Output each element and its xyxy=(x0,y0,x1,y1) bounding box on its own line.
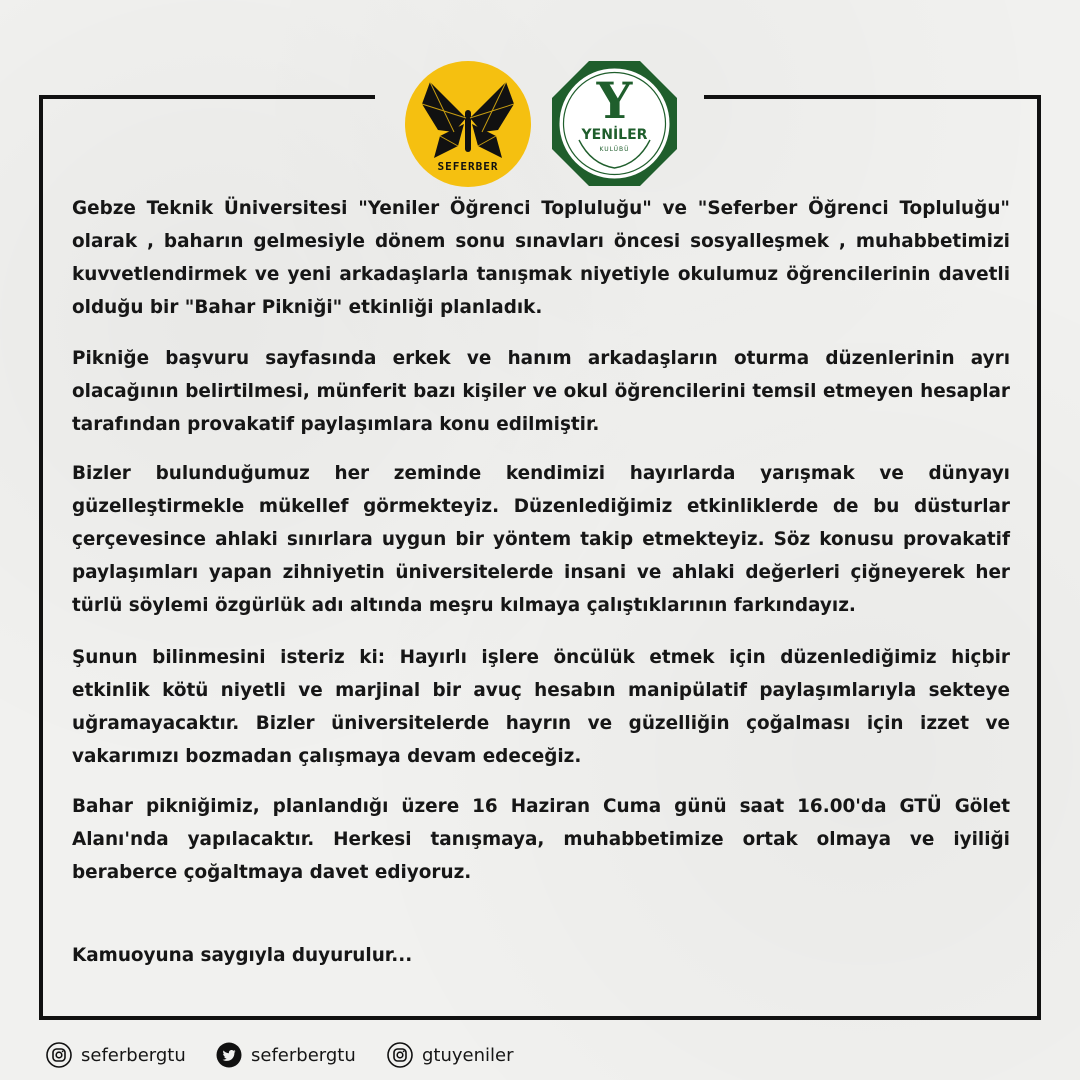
seferber-logo-text: SEFERBER xyxy=(437,160,499,173)
paragraph-closing: Kamuoyuna saygıyla duyurulur... xyxy=(72,945,413,966)
twitter-icon xyxy=(216,1042,242,1068)
frame-left-line xyxy=(39,95,43,1020)
yeniler-logo xyxy=(551,60,678,187)
frame-right-line xyxy=(1037,95,1041,1020)
paragraph-values: Bizler bulunduğumuz her zeminde kendimizi hayırlarda yarışmak ve dünyayı güzelleştirmekle mükellef görmekteyiz. Düzenlediğimiz etkinliklerde de bu düsturlar çerçevesince ahlaki sınırlara uygun bir yöntem takip etmekteyiz. Söz konusu provakatif paylaşımları yapan zihniyetin üniversitelerde insani ve ahlaki değerleri çiğneyerek her türlü söylemi özgürlük adı altında meşru kılmaya çalıştıklarının farkındayız. xyxy=(72,463,1010,616)
social-instagram-seferbergtu[interactable] xyxy=(46,1040,186,1070)
frame-bottom-line xyxy=(39,1016,1041,1020)
yeniler-logo-sub: KULÜBÜ xyxy=(599,146,630,153)
instagram-icon xyxy=(46,1042,72,1068)
paragraph-statement: Şunun bilinmesini isteriz ki: Hayırlı işlere öncülük etmek için düzenlediğimiz hiçbir etkinlik kötü niyetli ve marjinal bir avuç hesabın manipülatif paylaşımlarıyla sekteye uğramayacaktır. Bizler üniversitelerde hayrın ve güzelliğin çoğalması için izzet ve vakarımızı bozmadan çalışmaya devam edeceğiz. xyxy=(72,647,1010,767)
seferber-logo xyxy=(404,60,532,188)
instagram-icon xyxy=(387,1042,413,1068)
paragraph-application: Pikniğe başvuru sayfasında erkek ve hanım arkadaşların oturma düzenlerinin ayrı olacağının belirtilmesi, münferit bazı kişiler ve okul öğrencilerini temsil etmeyen hesaplar tarafından provakatif paylaşımlara konu edilmiştir. xyxy=(72,348,1010,435)
paragraph-intro: Gebze Teknik Üniversitesi "Yeniler Öğrenci Topluluğu" ve "Seferber Öğrenci Topluluğu" olarak , baharın gelmesiyle dönem sonu sınavları öncesi sosyalleşmek , muhabbetimizi kuvvetlendirmek ve yeni arkadaşlarla tanışmak niyetiyle okulumuz öğrencilerinin davetli olduğu bir "Bahar Pikniği" etkinliği planladık. xyxy=(72,198,1010,318)
yeniler-logo-name: YENİLER xyxy=(581,127,648,143)
social-handle: gtuyeniler xyxy=(422,1044,514,1066)
social-handle: seferbergtu xyxy=(251,1044,356,1066)
frame-top-right-line xyxy=(704,95,1041,99)
social-instagram-gtuyeniler[interactable] xyxy=(387,1040,514,1070)
social-handle: seferbergtu xyxy=(81,1044,186,1066)
frame-top-left-line xyxy=(39,95,375,99)
yeniler-logo-letter: Y xyxy=(596,71,633,130)
social-twitter-seferbergtu[interactable] xyxy=(216,1040,356,1070)
paragraph-event-details: Bahar pikniğimiz, planlandığı üzere 16 Haziran Cuma günü saat 16.00'da GTÜ Gölet Alanı'nda yapılacaktır. Herkesi tanışmaya, muhabbetimize ortak olmaya ve iyiliği beraberce çoğaltmaya davet ediyoruz. xyxy=(72,796,1010,883)
